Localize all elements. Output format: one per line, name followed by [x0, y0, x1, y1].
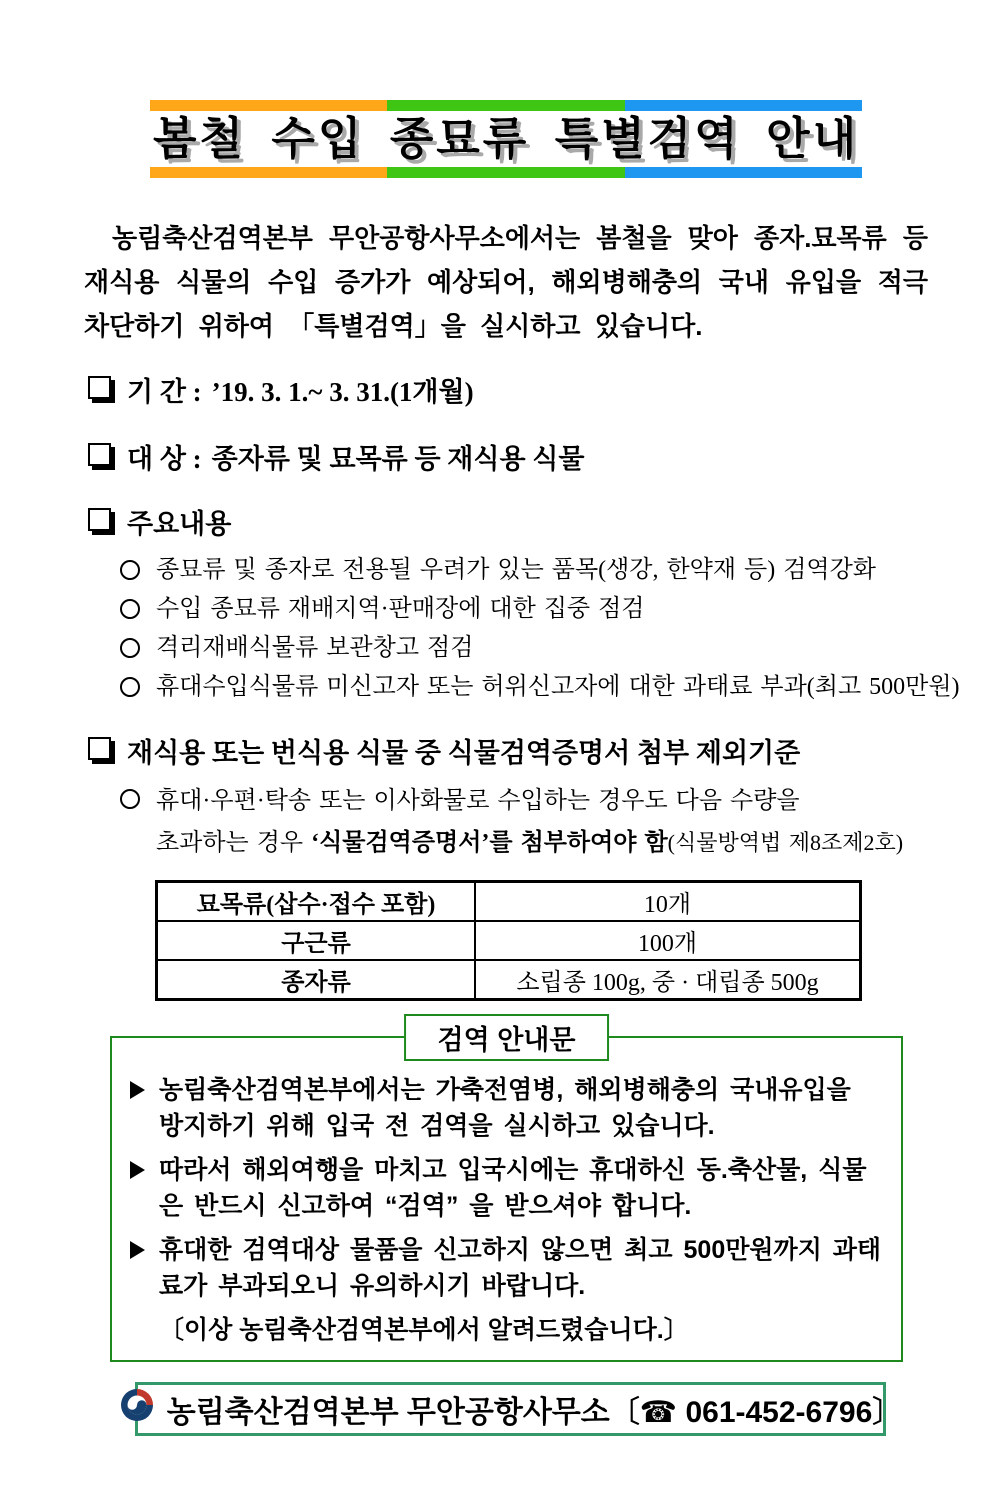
list-item: [120, 590, 992, 629]
exclusion-line2-emphasis: ‘식물검역증명서’를 첨부하여야 함: [311, 830, 668, 856]
exclusion-point-text: [156, 780, 903, 864]
list-item: [120, 551, 992, 590]
banner-bar-blue-segment: [625, 100, 862, 111]
circle-bullet-icon: [120, 599, 140, 619]
square-bullet-icon: [88, 376, 111, 399]
limit-cell: 소립종 100g, 중 · 대립종 500g: [475, 960, 861, 1000]
section-main-heading: [88, 502, 992, 541]
main-point-text: 수입 종묘류 재배지역·판매장에 대한 집중 점검: [156, 596, 645, 622]
main-heading-text: 주요내용: [127, 509, 232, 539]
notice-point: [128, 1152, 885, 1224]
notice-point: [128, 1232, 885, 1304]
exclusion-line2-law-reference: (식물방역법 제8조제2호): [667, 830, 904, 855]
category-cell: 구근류: [157, 921, 476, 960]
korea-government-emblem-icon: [119, 1387, 155, 1431]
limit-cell: 10개: [475, 882, 861, 922]
title-banner: [150, 100, 862, 178]
category-cell: 묘목류(삽수·접수 포함): [157, 882, 476, 922]
banner-bar-orange-segment: [150, 100, 387, 111]
main-point-text: 격리재배식물류 보관창고 점검: [156, 635, 474, 661]
quarantine-notice-box: [110, 1025, 903, 1362]
target-value: 종자류 및 묘목류 등 재식용 식물: [211, 444, 585, 474]
banner-bar-green-segment: [387, 167, 624, 178]
period-value: ’19. 3. 1.~ 3. 31.(1개월): [211, 377, 474, 407]
banner-top-bar: [150, 100, 862, 111]
circle-bullet-icon: [120, 638, 140, 658]
document-page: [0, 100, 992, 1503]
footer-contact-text: 농림축산검역본부 무안공항사무소〔☎ 061-452-6796〕: [166, 1396, 903, 1429]
section-period: [88, 370, 992, 409]
banner-bar-orange-segment: [150, 167, 387, 178]
table-row: [157, 921, 861, 960]
intro-paragraph: 농림축산검역본부 무안공항사무소에서는 봄철을 맞아 종자.묘목류 등 재식용 식물의 수입 증가가 예상되어, 해외병해충의 국내 유입을 적극 차단하기 위하여 「특별검역」을 실시하고 있습니다.: [84, 223, 928, 341]
main-point-text: 휴대수입식물류 미신고자 또는 허위신고자에 대한 과태료 부과(최고 500만원): [156, 674, 960, 700]
table-row: [157, 882, 861, 922]
category-cell: 종자류: [157, 960, 476, 1000]
period-label: 기 간 :: [127, 377, 202, 407]
circle-bullet-icon: [120, 560, 140, 580]
page-title: 봄철 수입 종묘류 특별검역 안내: [152, 113, 860, 164]
footer-contact-box: [135, 1382, 903, 1436]
exclusion-line2-prefix: 초과하는 경우: [156, 830, 312, 856]
notice-point-text: 농림축산검역본부에서는 가축전염병, 해외병해충의 국내유입을 방지하기 위해 입국 전 검역을 실시하고 있습니다.: [159, 1076, 851, 1140]
arrow-bullet-icon: [130, 1081, 145, 1099]
square-bullet-icon: [88, 737, 111, 760]
circle-bullet-icon: [120, 789, 140, 809]
notice-point: [128, 1072, 885, 1144]
main-points-list: [0, 551, 992, 707]
exclusion-heading-text: 재식용 또는 번식용 식물 중 식물검역증명서 첨부 제외기준: [127, 738, 801, 768]
target-label: 대 상 :: [127, 444, 202, 474]
limit-cell: 100개: [475, 921, 861, 960]
section-exclusion-heading: [88, 731, 992, 770]
exclusion-line-1: 휴대·우편·탁송 또는 이사화물로 수입하는 경우도 다음 수량을: [156, 788, 800, 814]
circle-bullet-icon: [120, 677, 140, 697]
notice-point-text: 휴대한 검역대상 물품을 신고하지 않으면 최고 500만원까지 과태료가 부과되오니 유의하시기 바랍니다.: [159, 1236, 882, 1300]
square-bullet-icon: [88, 443, 111, 466]
arrow-bullet-icon: [130, 1241, 145, 1259]
table-row: [157, 960, 861, 1000]
section-target: [88, 437, 992, 476]
exclusion-point: [120, 780, 992, 864]
notice-closing-line: 〔이상 농림축산검역본부에서 알려드렸습니다.〕: [159, 1316, 689, 1344]
quantity-limits-table: [155, 880, 862, 1001]
notice-point-text: 따라서 해외여행을 마치고 입국시에는 휴대하신 동.축산물, 식물은 반드시 신고하여 “검역” 을 받으셔야 합니다.: [159, 1156, 867, 1220]
banner-bar-green-segment: [387, 100, 624, 111]
list-item: [120, 668, 992, 707]
banner-bottom-bar: [150, 167, 862, 178]
square-bullet-icon: [88, 508, 111, 531]
arrow-bullet-icon: [130, 1161, 145, 1179]
exclusion-line-2: [156, 822, 903, 864]
banner-bar-blue-segment: [625, 167, 862, 178]
list-item: [120, 629, 992, 668]
notice-box-title: 검역 안내문: [404, 1014, 610, 1061]
main-point-text: 종묘류 및 종자로 전용될 우려가 있는 품목(생강, 한약재 등) 검역강화: [156, 557, 876, 583]
